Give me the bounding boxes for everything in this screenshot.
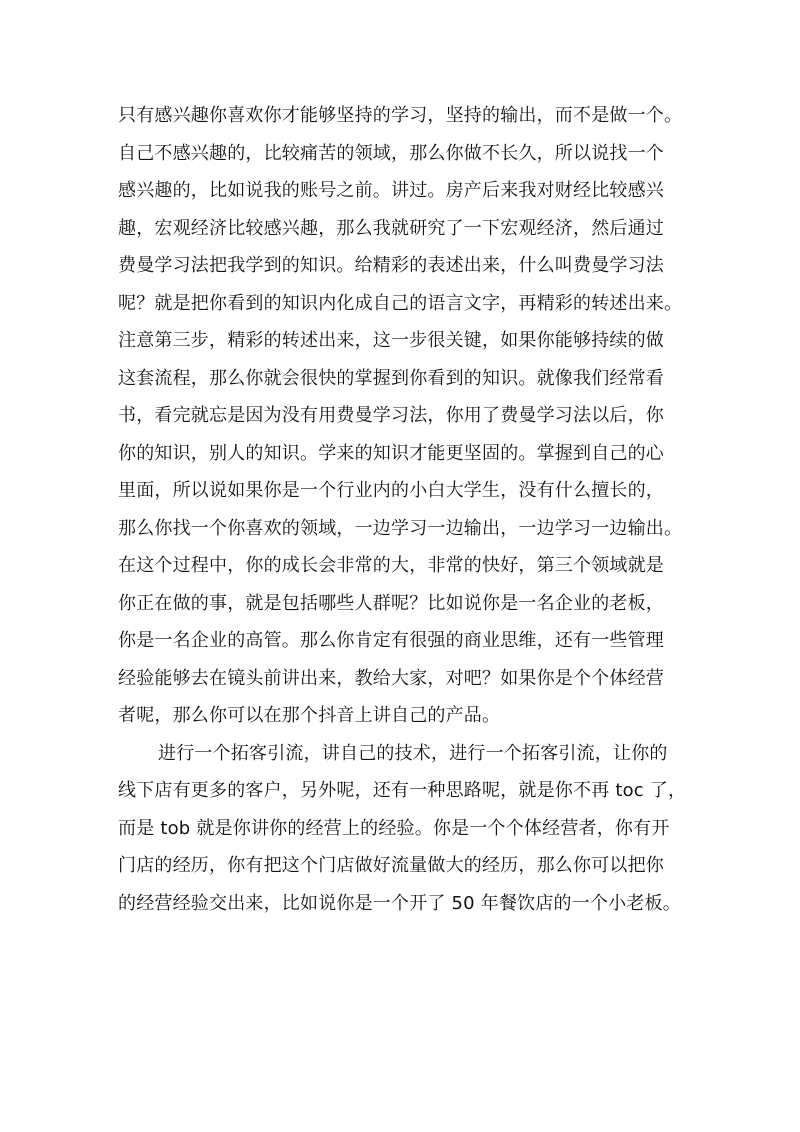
text-line: 在这个过程中，你的成长会非常的大，非常的快好，第三个领域就是 — [118, 555, 664, 576]
text-line: 你的知识，别人的知识。学来的知识才能更坚固的。掌握到自己的心 — [118, 442, 664, 464]
text-line: 感兴趣的，比如说我的账号之前。讲过。房产后来我对财经比较感兴 — [118, 180, 664, 201]
text-line: 经验能够去在镜头前讲出来，教给大家，对吧？如果你是个个体经营 — [118, 667, 664, 689]
text-line: 里面，所以说如果你是一个行业内的小白大学生，没有什么擅长的， — [118, 480, 664, 501]
text-line: 你是一名企业的高管。那么你肯定有很强的商业思维，还有一些管理 — [118, 630, 664, 651]
text-line: 而是 tob 就是你讲你的经营上的经验。你是一个个体经营者，你有开 — [118, 817, 670, 839]
text-line: 这套流程，那么你就会很快的掌握到你看到的知识。就像我们经常看 — [118, 367, 664, 389]
text-line: 门店的经历，你有把这个门店做好流量做大的经历，那么你可以把你 — [118, 855, 664, 876]
text-line: 你正在做的事，就是包括哪些人群呢？比如说你是一名企业的老板， — [118, 592, 664, 614]
text-line: 进行一个拓客引流，讲自己的技术，进行一个拓客引流，让你的 — [158, 742, 668, 764]
text-line: 线下店有更多的客户，另外呢，还有一种思路呢，就是你不再 toc 了， — [118, 780, 687, 801]
paragraph-2 — [118, 735, 693, 923]
text-line: 的经营经验交出来，比如说你是一个开了 50 年餐饮店的一个小老板。 — [118, 892, 681, 914]
text-line: 趣，宏观经济比较感兴趣，那么我就研究了一下宏观经济，然后通过 — [118, 217, 664, 239]
text-line: 书，看完就忘是因为没有用费曼学习法，你用了费曼学习法以后，你 — [118, 405, 664, 426]
text-line: 只有感兴趣你喜欢你才能够坚持的学习，坚持的输出，而不是做一个。 — [118, 105, 683, 126]
text-line: 自己不感兴趣的，比较痛苦的领域，那么你做不长久，所以说找一个 — [118, 142, 664, 164]
document-body — [118, 97, 693, 922]
text-line: 费曼学习法把我学到的知识。给精彩的表述出来，什么叫费曼学习法 — [118, 255, 664, 276]
text-line: 呢？就是把你看到的知识内化成自己的语言文字，再精彩的转述出来。 — [118, 292, 683, 314]
paragraph-1 — [118, 97, 693, 735]
text-line: 者呢，那么你可以在那个抖音上讲自己的产品。 — [118, 705, 501, 726]
text-line: 那么你找一个你喜欢的领域，一边学习一边输出，一边学习一边输出。 — [118, 517, 683, 539]
text-line: 注意第三步，精彩的转述出来，这一步很关键，如果你能够持续的做 — [118, 330, 664, 351]
